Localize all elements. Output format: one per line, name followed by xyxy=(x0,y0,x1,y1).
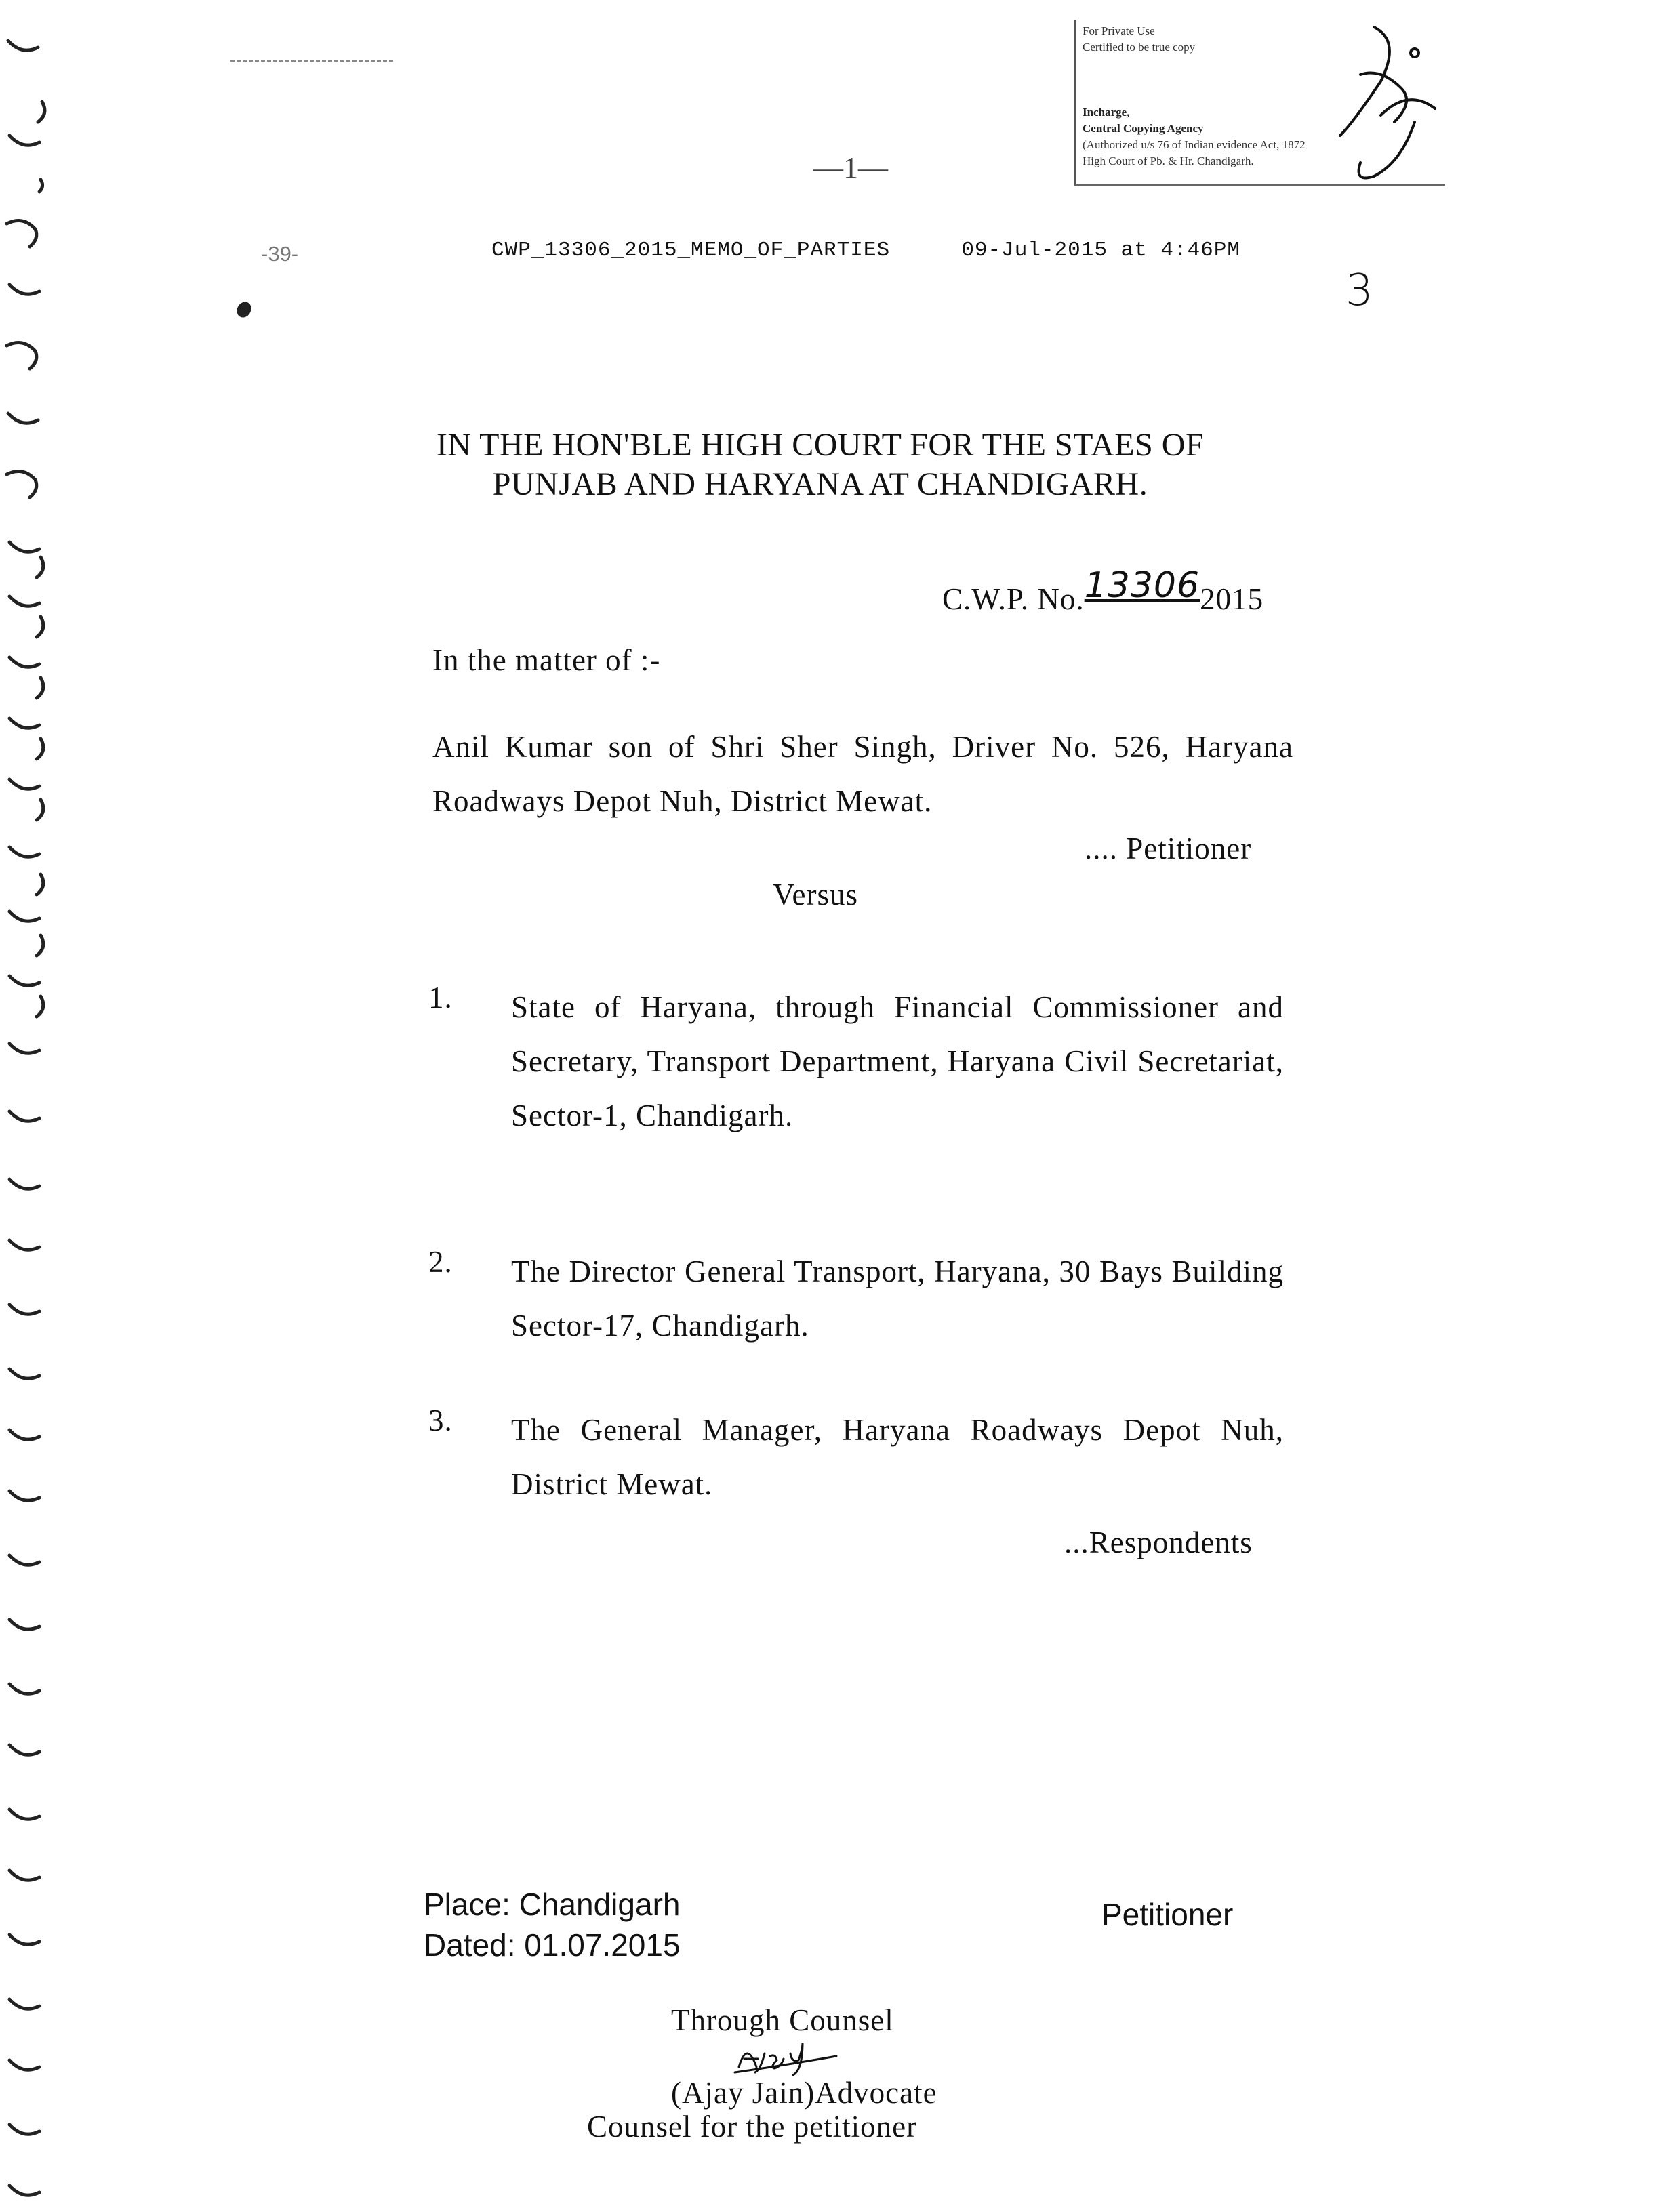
place-and-date xyxy=(424,1884,681,1965)
stamp-line: Central Copying Agency xyxy=(1083,122,1204,135)
corner-page-number: 3 xyxy=(1346,266,1373,316)
petitioner-role: .... Petitioner xyxy=(1085,832,1252,865)
ink-spot xyxy=(234,300,254,321)
court-title xyxy=(380,426,1261,504)
handwritten-case-number: 13306 xyxy=(1084,565,1200,606)
respondent-text: The General Manager, Haryana Roadways Depot Nuh, District Mewat. xyxy=(511,1413,1284,1501)
file-header xyxy=(491,239,1240,262)
petitioner-signature-label: Petitioner xyxy=(1101,1897,1234,1932)
binding-holes xyxy=(0,0,61,2212)
respondent-text: The Director General Transport, Haryana, 30 Bays Building Sector-17, Chandigarh. xyxy=(511,1254,1284,1343)
stamp-line: Incharge, xyxy=(1083,106,1130,119)
page-dash-mark: —1— xyxy=(813,151,888,184)
petitioner-details: Anil Kumar son of Shri Sher Singh, Driver No. 526, Haryana Roadways Depot Nuh, District Mewat. xyxy=(432,730,1293,818)
matter-heading: In the matter of :- xyxy=(432,643,661,677)
respondents-role: ...Respondents xyxy=(1064,1525,1253,1559)
case-prefix: C.W.P. No. xyxy=(942,582,1085,616)
stamp-line: Certified to be true copy xyxy=(1083,41,1196,54)
dated: Dated: 01.07.2015 xyxy=(424,1927,681,1963)
court-title-line: PUNJAB AND HARYANA AT CHANDIGARH. xyxy=(492,466,1148,502)
counsel-for-petitioner: Counsel for the petitioner xyxy=(587,2110,918,2144)
respondent-text: State of Haryana, through Financial Commissioner and Secretary, Transport Department, Haryana Civil Secretariat, Sector-1, Chandigarh. xyxy=(511,990,1284,1132)
page-mark: -39- xyxy=(261,242,299,266)
stamp-line: (Authorized u/s 76 of Indian evidence Act, 1872 xyxy=(1083,138,1306,151)
versus-label: Versus xyxy=(773,878,858,912)
advocate-signature xyxy=(725,2033,847,2081)
case-number xyxy=(942,565,1264,618)
place: Place: Chandigarh xyxy=(424,1887,681,1922)
file-reference: CWP_13306_2015_MEMO_OF_PARTIES xyxy=(491,239,891,262)
file-timestamp: 09-Jul-2015 at 4:46PM xyxy=(961,239,1240,262)
through-counsel: Through Counsel xyxy=(671,2003,894,2037)
respondent-number: 1. xyxy=(428,981,453,1015)
stamp-line: For Private Use xyxy=(1083,24,1155,37)
stamp-signature xyxy=(1279,20,1445,183)
scan-dash-mark xyxy=(230,60,393,62)
respondent-number: 3. xyxy=(428,1404,453,1437)
certification-stamp xyxy=(1074,20,1445,186)
case-year: 2015 xyxy=(1200,582,1264,616)
respondent-number: 2. xyxy=(428,1245,453,1279)
advocate-name: (Ajay Jain)Advocate xyxy=(671,2076,937,2110)
stamp-line: High Court of Pb. & Hr. Chandigarh. xyxy=(1083,155,1254,167)
court-title-line: IN THE HON'BLE HIGH COURT FOR THE STAES OF xyxy=(436,427,1205,463)
